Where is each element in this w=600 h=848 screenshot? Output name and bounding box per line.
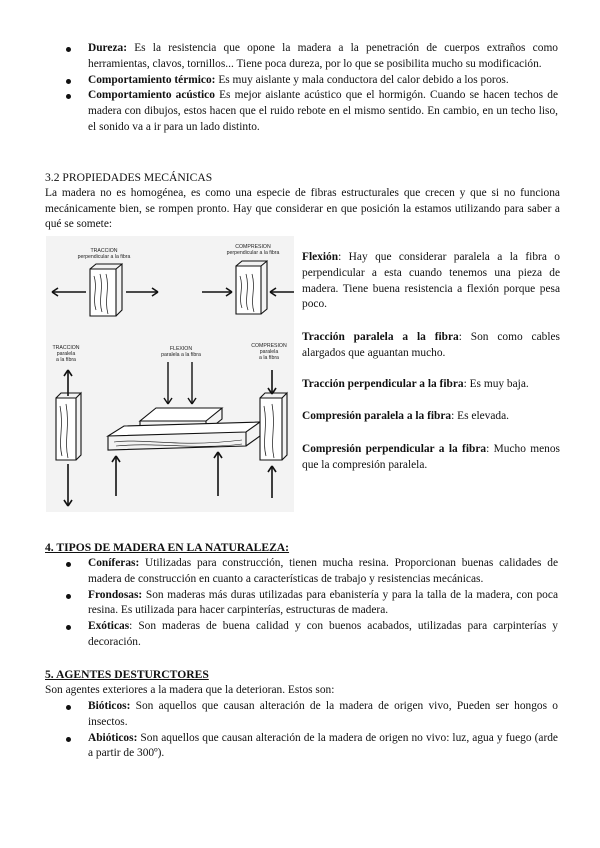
label-traccion-par: TRACCION paralela a la fibra [52,345,80,363]
mechanical-properties-figure [46,236,294,512]
label-flexion: FLEXION paralela a la fibra [161,346,201,358]
item-text: : Son maderas de buena calidad y con buenos acabados, utilizadas para carpinterías y decoración. [88,620,558,648]
tipos-section [45,540,560,556]
term-label: Dureza: [88,42,128,54]
label-compresion-par: COMPRESION paralela a la fibra [251,343,287,361]
section-heading: 5. AGENTES DESTURCTORES [45,668,209,681]
list-item-exoticas [0,619,600,651]
bullet-icon [66,594,71,599]
prop-traccion-perpendicular [302,377,560,393]
prop-compresion-perpendicular [302,442,560,474]
term-label: Compresión perpendicular a la fibra [302,443,487,455]
term-label: Compresión paralela a la fibra [302,410,452,422]
prop-traccion-paralela [302,330,560,362]
mech-section [45,170,560,233]
properties-list [0,41,600,136]
agentes-list [0,699,600,762]
item-text: Son aquellos que causan alteración de la madera de origen no vivo: luz, agua y fuego (arde a partir de 300º). [88,731,558,760]
prop-text: : Hay que considerar paralela a la fibra o perpendicular a esta cuando tenemos una pieza de madera. Tiene buena resistencia a flexión porque pesa poco. [302,251,560,311]
bullet-icon [66,705,71,710]
term-label: Comportamiento acústico [88,89,215,102]
term-label: Coníferas: [88,557,140,569]
section-heading: 3.2 PROPIEDADES MECÁNICAS [45,171,213,184]
list-item-termico [0,73,600,89]
prop-flexion [302,250,560,313]
list-item-coniferas [0,556,600,588]
bullet-icon [66,94,71,99]
item-text: Son aquellos que causan alteración de la madera de origen vivo, Pueden ser hongos o insectos. [88,700,558,728]
item-text: Es la resistencia que opone la madera a la penetración de cuerpos extraños como herramientas, clavos, tornillos... Tiene poca dureza, por lo que se posibilita mucho su modificación. [88,42,558,70]
prop-text: : Es elevada. [451,410,510,422]
prop-text: : Es muy baja. [463,378,529,390]
prop-text: : Son como cables alargados que aguantan mucho. [302,331,560,359]
list-item-dureza [0,41,600,73]
term-label: Abióticos: [88,731,138,744]
term-label: Tracción perpendicular a la fibra [302,378,464,390]
term-label: Bióticos: [88,700,131,712]
term-label: Exóticas [88,620,130,633]
prop-compresion-paralela [302,409,560,425]
bullet-icon [66,562,71,567]
bullet-icon [66,625,71,630]
term-label: Flexión [302,251,339,263]
item-text: Es mejor aislante acústico que el hormigón. Cuando se hacen techos de madera con dibujos, estos hacen que el ruido rebote en el mismo sentido. En cambio, en un techo liso, el sonido va a ir para un lado distinto. [88,89,558,133]
bullet-icon [66,79,71,84]
label-traccion-perp: TRACCION perpendicular a la fibra [77,248,131,260]
list-item-bioticos [0,699,600,731]
tipos-list [0,556,600,651]
item-text: Es muy aislante y mala conductora del calor debido a los poros. [215,73,509,86]
bullet-icon [66,737,71,742]
agentes-section [45,667,560,699]
item-text: Son maderas más duras utilizadas para ebanistería y para la talla de la madera, con poca resina. Es utilizada para hacer carpinterías, estructuras de madera. [88,588,558,617]
label-compresion-perp: COMPRESION perpendicular a la fibra [226,244,280,256]
list-item-frondosas [0,588,600,620]
section-intro: Son agentes exteriores a la madera que la deterioran. Estos son: [45,683,335,696]
item-text: Utilizadas para construcción, tienen mucha resina. Proporcionan buenas calidades de madera de construcción en cuanto a características de trabajo y resistencias mecánicas. [88,557,558,585]
term-label: Tracción paralela a la fibra [302,331,459,343]
prop-text: : Mucho menos que la compresión paralela. [302,443,560,471]
term-label: Comportamiento térmico: [88,73,216,86]
section-heading: 4. TIPOS DE MADERA EN LA NATURALEZA: [45,541,290,554]
list-item-abioticos [0,731,600,763]
section-intro: La madera no es homogénea, es como una especie de fibras estructurales que crecen y que si no funciona mecánicamente bien, se rompen pronto. Hay que considerar en que posición la estamos utilizando para saber a qué se somete: [45,186,560,231]
list-item-acustico [0,88,600,135]
term-label: Frondosas: [88,588,143,601]
bullet-icon [66,47,71,52]
